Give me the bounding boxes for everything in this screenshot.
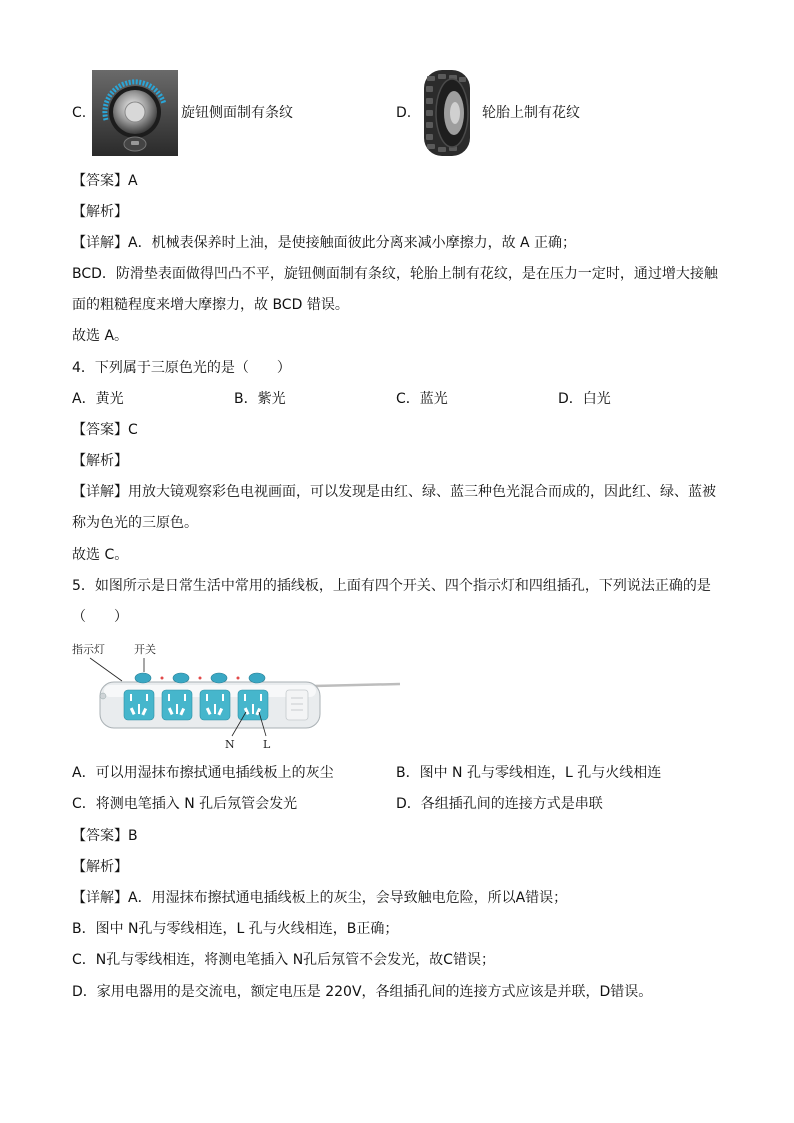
knob-image: [92, 70, 178, 156]
q4-stem: 4．下列属于三原色光的是（ ）: [72, 360, 291, 376]
q4-detail-line-2: 称为色光的三原色。: [72, 515, 198, 531]
tire-image: [418, 68, 476, 158]
q5-detail-line-4: D．家用电器用的是交流电，额定电压是 220V，各组插孔间的连接方式应该是并联，D错误。: [72, 984, 653, 1000]
q4-option-b: B．紫光: [234, 391, 286, 407]
q5-option-b: B．图中 N 孔与零线相连，L 孔与火线相连: [396, 765, 662, 781]
q4-conclusion: 故选 C。: [72, 547, 129, 563]
q4-detail-line-1: 【详解】用放大镜观察彩色电视画面，可以发现是由红、绿、蓝三种色光混合而成的，因此红、绿、蓝被: [72, 484, 716, 500]
q5-option-a: A．可以用湿抹布擦拭通电插线板上的灰尘: [72, 765, 334, 781]
q3-option-c-text: 旋钮侧面制有条纹: [181, 105, 293, 121]
q5-answer: 【答案】B: [72, 828, 138, 844]
q3-analysis-heading: 【解析】: [72, 204, 128, 220]
q5-detail-line-1: 【详解】A．用湿抹布擦拭通电插线板上的灰尘，会导致触电危险，所以A错误；: [72, 890, 568, 906]
q3-option-c-letter: C.: [72, 105, 87, 121]
q3-detail-line-3: 面的粗糙程度来增大摩擦力，故 BCD 错误。: [72, 297, 349, 313]
q4-analysis-heading: 【解析】: [72, 453, 128, 469]
q5-detail-line-2: B．图中 N孔与零线相连，L 孔与火线相连，B正确；: [72, 921, 399, 937]
q4-option-c: C．蓝光: [396, 391, 448, 407]
switch-label: 开关: [134, 643, 156, 656]
q3-detail-line-1: 【详解】A．机械表保养时上油，是使接触面彼此分离来减小摩擦力，故 A 正确；: [72, 235, 577, 251]
q3-detail-line-2: BCD．防滑垫表面做得凹凸不平，旋钮侧面制有条纹，轮胎上制有花纹，是在压力一定时，通过增大接触: [72, 266, 718, 282]
power-strip-figure: [70, 638, 404, 752]
hole-l-label: L: [263, 738, 271, 751]
q3-answer: 【答案】A: [72, 173, 138, 189]
q5-detail-line-3: C．N孔与零线相连，将测电笔插入 N孔后氖管不会发光，故C错误；: [72, 952, 495, 968]
q4-option-d: D．白光: [558, 391, 611, 407]
q4-option-a: A．黄光: [72, 391, 124, 407]
q3-conclusion: 故选 A。: [72, 328, 129, 344]
q5-option-d: D．各组插孔间的连接方式是串联: [396, 796, 603, 812]
q4-answer: 【答案】C: [72, 422, 138, 438]
q5-stem-line-1: 5．如图所示是日常生活中常用的插线板，上面有四个开关、四个指示灯和四组插孔，下列说法正确的是: [72, 578, 711, 594]
q5-stem-line-2: （ ）: [72, 609, 128, 625]
q3-option-d-text: 轮胎上制有花纹: [482, 105, 580, 121]
hole-n-label: N: [225, 738, 235, 751]
q5-option-c: C．将测电笔插入 N 孔后氖管会发光: [72, 796, 298, 812]
indicator-label: 指示灯: [72, 643, 105, 656]
q3-option-d-letter: D.: [396, 105, 412, 121]
q5-analysis-heading: 【解析】: [72, 859, 128, 875]
